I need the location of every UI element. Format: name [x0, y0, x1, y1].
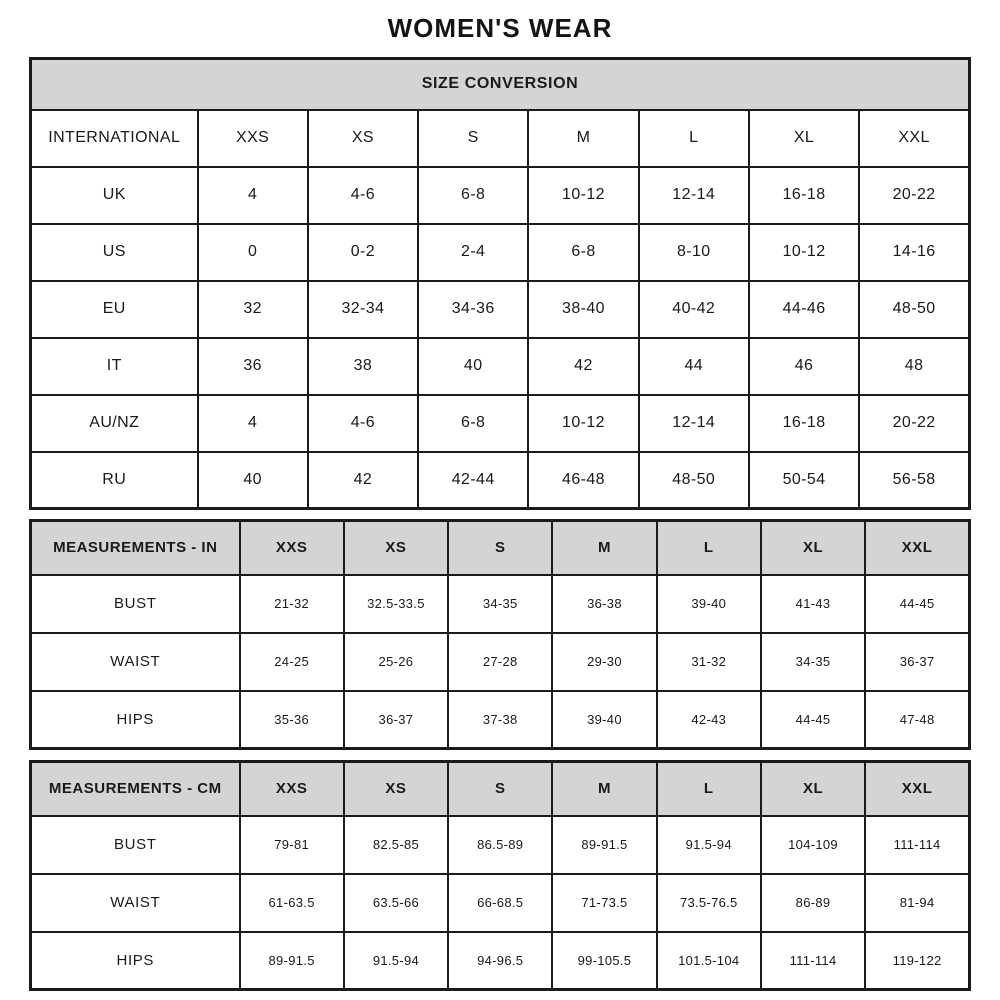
- size-cell: 10-12: [528, 395, 638, 452]
- column-header-xxs: XXS: [240, 762, 344, 816]
- size-conversion-banner-row: [31, 59, 970, 110]
- row-label: US: [31, 224, 198, 281]
- page-title: WOMEN'S WEAR: [387, 13, 613, 43]
- size-conversion-title: SIZE CONVERSION: [31, 59, 970, 110]
- size-cell: 36: [198, 338, 308, 395]
- size-cell: 40: [198, 452, 308, 509]
- size-cell: 48: [859, 338, 969, 395]
- measure-cell: 44-45: [865, 575, 969, 633]
- column-header-xs: XS: [344, 762, 448, 816]
- measurements-cm-table: [29, 760, 971, 991]
- table-row-eu: [31, 281, 970, 338]
- table-row-bust-in: [31, 575, 970, 633]
- measure-cell: 36-37: [344, 691, 448, 749]
- measure-cell: 41-43: [761, 575, 865, 633]
- table-row-bust-cm: [31, 816, 970, 874]
- measure-cell: 119-122: [865, 932, 969, 990]
- measurements-cm-title: MEASUREMENTS - CM: [31, 762, 240, 816]
- measure-cell: 73.5-76.5: [657, 874, 761, 932]
- column-header-xxs: XXS: [240, 521, 344, 575]
- column-header-xs: XS: [344, 521, 448, 575]
- size-conversion-columns-row: [31, 110, 970, 167]
- size-cell: 0: [198, 224, 308, 281]
- table-row-hips-cm: [31, 932, 970, 990]
- measure-cell: 35-36: [240, 691, 344, 749]
- row-label: WAIST: [31, 874, 240, 932]
- column-header-xxl: XXL: [865, 762, 969, 816]
- measure-cell: 89-91.5: [552, 816, 656, 874]
- size-cell: 10-12: [749, 224, 859, 281]
- size-cell: 4-6: [308, 167, 418, 224]
- size-cell: 32: [198, 281, 308, 338]
- size-cell: 48-50: [859, 281, 969, 338]
- size-cell: 20-22: [859, 395, 969, 452]
- measure-cell: 36-38: [552, 575, 656, 633]
- measure-cell: 111-114: [865, 816, 969, 874]
- size-cell: 16-18: [749, 395, 859, 452]
- size-cell: 40: [418, 338, 528, 395]
- row-label: IT: [31, 338, 198, 395]
- measure-cell: 82.5-85: [344, 816, 448, 874]
- measure-cell: 21-32: [240, 575, 344, 633]
- measure-cell: 47-48: [865, 691, 969, 749]
- table-row-it: [31, 338, 970, 395]
- measure-cell: 44-45: [761, 691, 865, 749]
- size-cell: 46-48: [528, 452, 638, 509]
- size-cell: 50-54: [749, 452, 859, 509]
- size-cell: 0-2: [308, 224, 418, 281]
- column-header-xxl: XXL: [859, 110, 969, 167]
- measure-cell: 86.5-89: [448, 816, 552, 874]
- measure-cell: 71-73.5: [552, 874, 656, 932]
- table-row-waist-in: [31, 633, 970, 691]
- size-cell: 32-34: [308, 281, 418, 338]
- column-header-l: L: [657, 762, 761, 816]
- measure-cell: 79-81: [240, 816, 344, 874]
- size-cell: 6-8: [418, 395, 528, 452]
- column-header-l: L: [639, 110, 749, 167]
- row-label: BUST: [31, 575, 240, 633]
- measure-cell: 81-94: [865, 874, 969, 932]
- size-cell: 12-14: [639, 395, 749, 452]
- size-cell: 42-44: [418, 452, 528, 509]
- measure-cell: 24-25: [240, 633, 344, 691]
- size-cell: 20-22: [859, 167, 969, 224]
- measure-cell: 37-38: [448, 691, 552, 749]
- column-header-international: INTERNATIONAL: [31, 110, 198, 167]
- column-header-xxl: XXL: [865, 521, 969, 575]
- size-cell: 34-36: [418, 281, 528, 338]
- table-row-waist-cm: [31, 874, 970, 932]
- table-row-us: [31, 224, 970, 281]
- size-cell: 56-58: [859, 452, 969, 509]
- size-cell: 6-8: [418, 167, 528, 224]
- row-label: RU: [31, 452, 198, 509]
- measurements-in-header-row: [31, 521, 970, 575]
- measure-cell: 34-35: [448, 575, 552, 633]
- measure-cell: 66-68.5: [448, 874, 552, 932]
- size-cell: 14-16: [859, 224, 969, 281]
- measure-cell: 27-28: [448, 633, 552, 691]
- column-header-xl: XL: [749, 110, 859, 167]
- measure-cell: 91.5-94: [657, 816, 761, 874]
- measure-cell: 36-37: [865, 633, 969, 691]
- measure-cell: 39-40: [552, 691, 656, 749]
- column-header-xs: XS: [308, 110, 418, 167]
- measure-cell: 111-114: [761, 932, 865, 990]
- size-cell: 8-10: [639, 224, 749, 281]
- size-cell: 38-40: [528, 281, 638, 338]
- measure-cell: 42-43: [657, 691, 761, 749]
- measure-cell: 99-105.5: [552, 932, 656, 990]
- column-header-xl: XL: [761, 762, 865, 816]
- column-header-xxs: XXS: [198, 110, 308, 167]
- size-cell: 6-8: [528, 224, 638, 281]
- column-header-m: M: [528, 110, 638, 167]
- column-header-s: S: [448, 521, 552, 575]
- measure-cell: 39-40: [657, 575, 761, 633]
- measure-cell: 89-91.5: [240, 932, 344, 990]
- size-cell: 4: [198, 395, 308, 452]
- row-label: BUST: [31, 816, 240, 874]
- size-cell: 48-50: [639, 452, 749, 509]
- row-label: WAIST: [31, 633, 240, 691]
- table-row-hips-in: [31, 691, 970, 749]
- measure-cell: 29-30: [552, 633, 656, 691]
- size-conversion-table: [29, 57, 971, 510]
- size-cell: 38: [308, 338, 418, 395]
- size-cell: 44-46: [749, 281, 859, 338]
- measure-cell: 101.5-104: [657, 932, 761, 990]
- size-cell: 40-42: [639, 281, 749, 338]
- measure-cell: 61-63.5: [240, 874, 344, 932]
- row-label: UK: [31, 167, 198, 224]
- size-cell: 4-6: [308, 395, 418, 452]
- column-header-m: M: [552, 762, 656, 816]
- column-header-s: S: [448, 762, 552, 816]
- column-header-m: M: [552, 521, 656, 575]
- row-label: HIPS: [31, 932, 240, 990]
- size-cell: 2-4: [418, 224, 528, 281]
- size-cell: 12-14: [639, 167, 749, 224]
- size-cell: 42: [308, 452, 418, 509]
- measurements-in-title: MEASUREMENTS - IN: [31, 521, 240, 575]
- measurements-in-table: [29, 519, 971, 750]
- size-cell: 4: [198, 167, 308, 224]
- measure-cell: 63.5-66: [344, 874, 448, 932]
- column-header-s: S: [418, 110, 528, 167]
- measure-cell: 32.5-33.5: [344, 575, 448, 633]
- measure-cell: 104-109: [761, 816, 865, 874]
- measure-cell: 94-96.5: [448, 932, 552, 990]
- row-label: AU/NZ: [31, 395, 198, 452]
- size-cell: 44: [639, 338, 749, 395]
- size-cell: 42: [528, 338, 638, 395]
- table-row-aunz: [31, 395, 970, 452]
- row-label: EU: [31, 281, 198, 338]
- row-label: HIPS: [31, 691, 240, 749]
- column-header-l: L: [657, 521, 761, 575]
- measurements-cm-header-row: [31, 762, 970, 816]
- size-cell: 16-18: [749, 167, 859, 224]
- column-header-xl: XL: [761, 521, 865, 575]
- measure-cell: 34-35: [761, 633, 865, 691]
- size-cell: 10-12: [528, 167, 638, 224]
- measure-cell: 31-32: [657, 633, 761, 691]
- measure-cell: 91.5-94: [344, 932, 448, 990]
- table-row-uk: [31, 167, 970, 224]
- measure-cell: 86-89: [761, 874, 865, 932]
- table-row-ru: [31, 452, 970, 509]
- measure-cell: 25-26: [344, 633, 448, 691]
- size-cell: 46: [749, 338, 859, 395]
